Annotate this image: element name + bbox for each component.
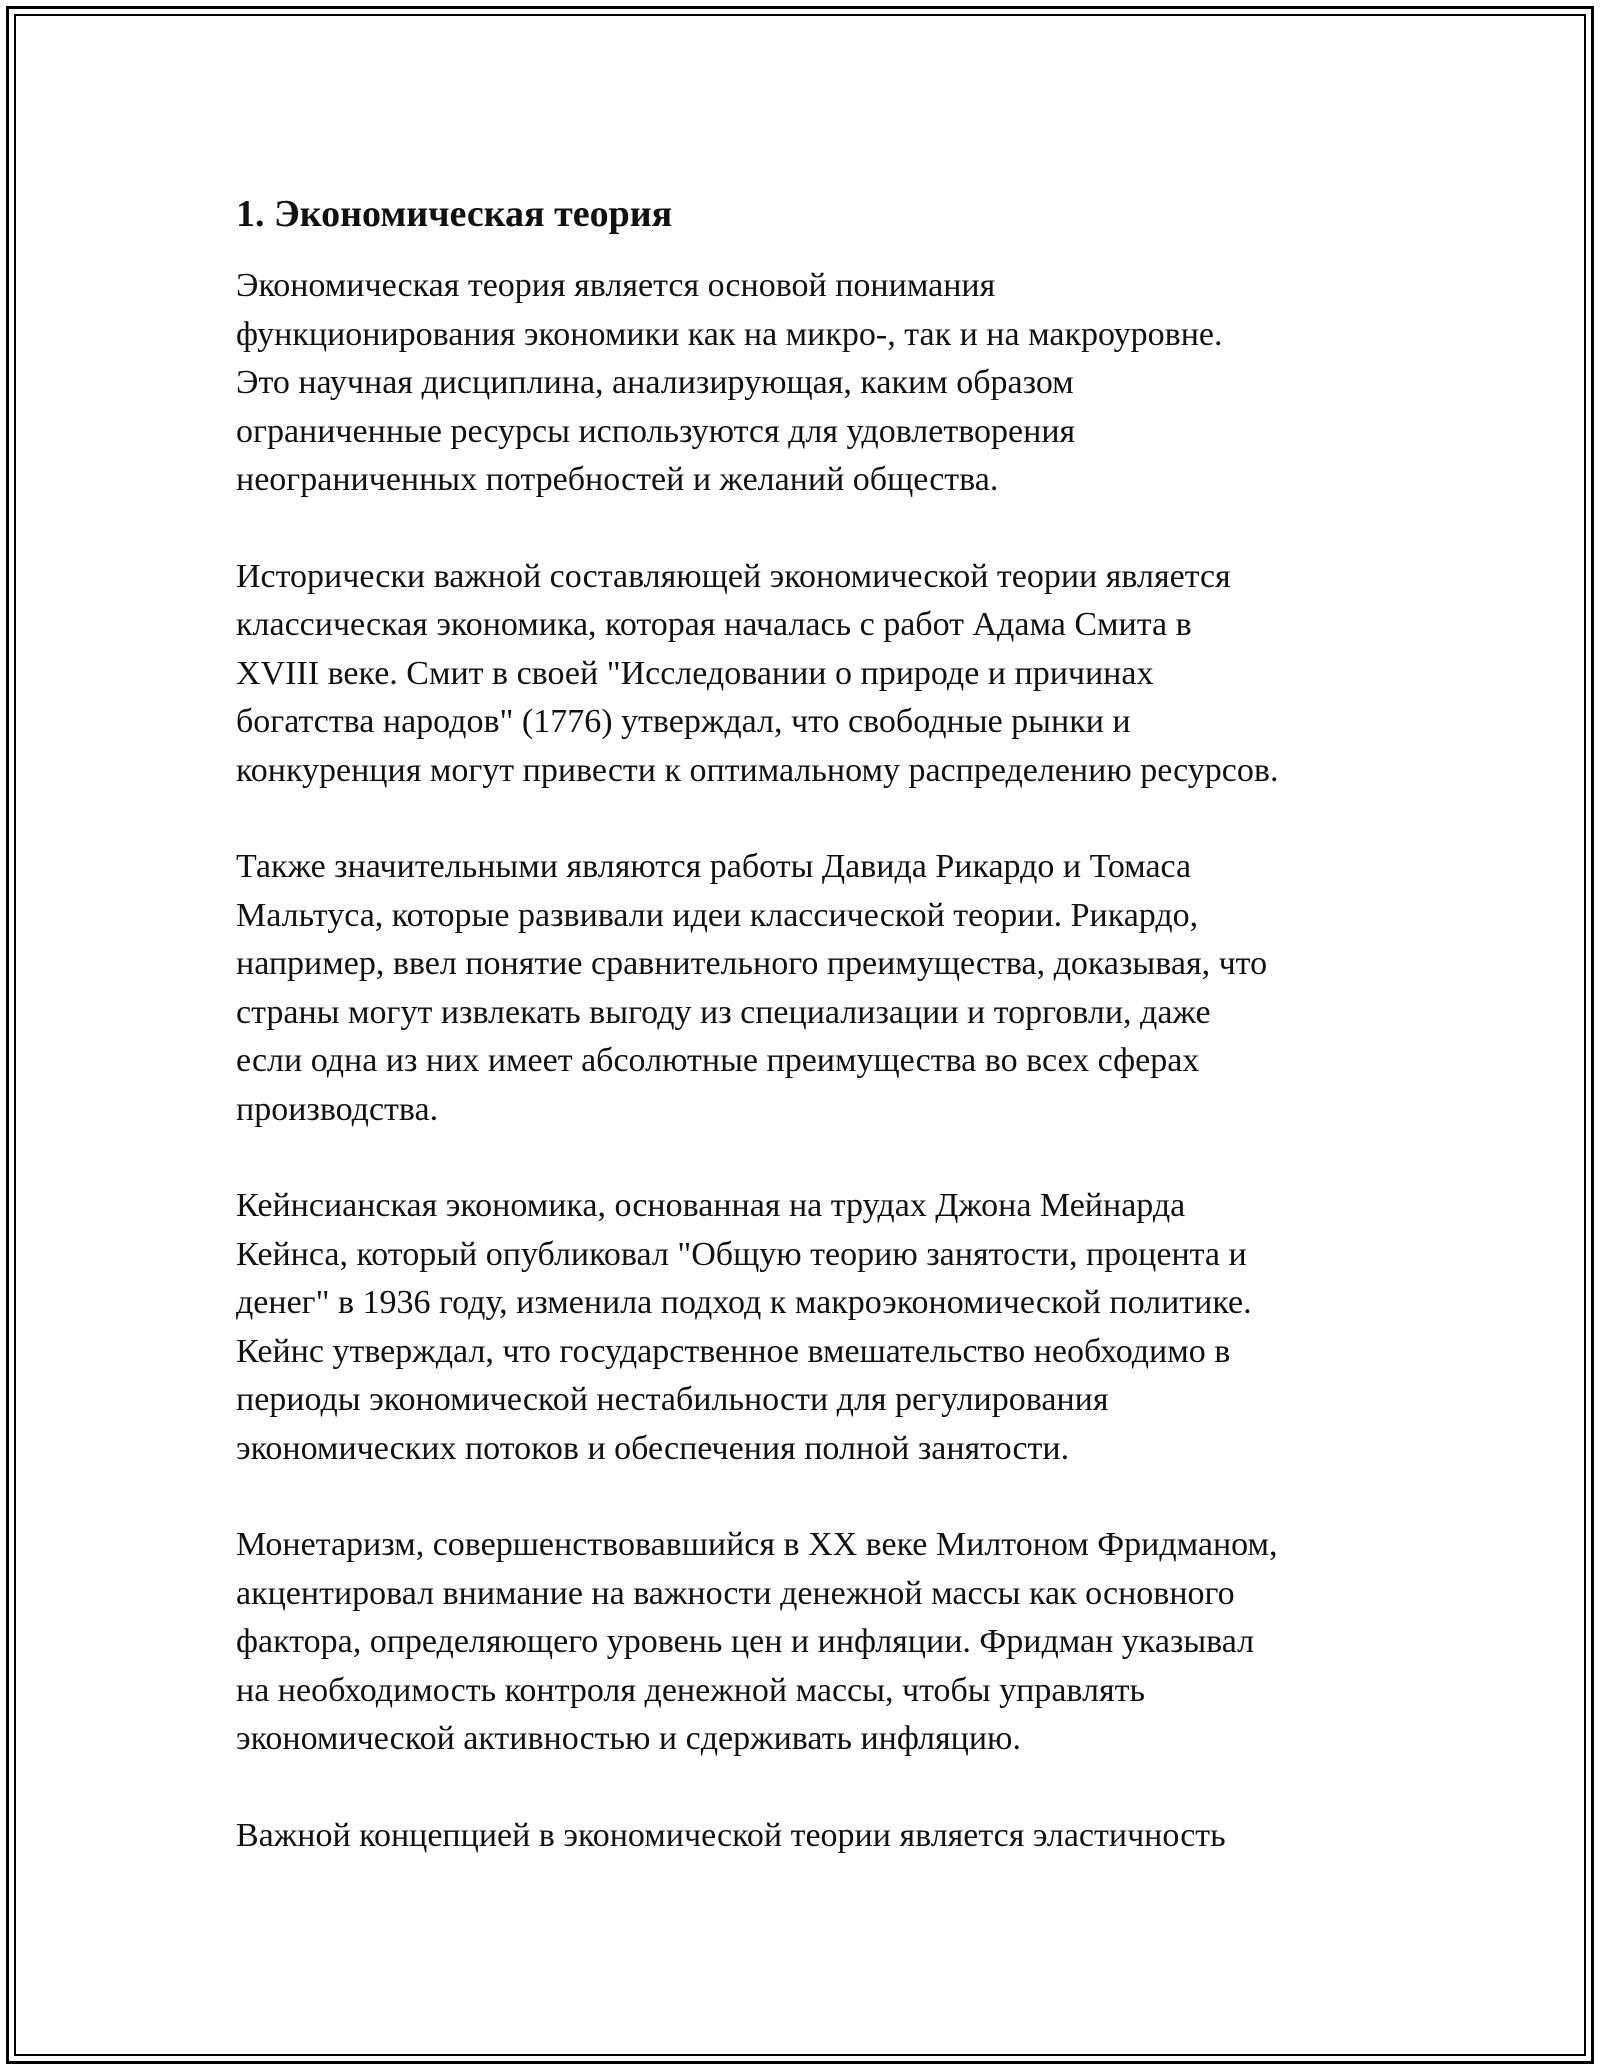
text-line: если одна из них имеет абсолютные преимущества во всех сферах [236,1042,1200,1079]
text-line: денег" в 1936 году, изменила подход к макроэкономической политике. [236,1284,1252,1321]
text-line: экономической активностью и сдерживать инфляцию. [236,1720,1021,1757]
text-line: богатства народов" (1776) утверждал, что свободные рынки и [236,703,1131,740]
text-line: функционирования экономики как на микро-, так и на макроуровне. [236,315,1223,353]
text-line: производства. [236,1090,439,1128]
text-line: конкуренция могут привести к оптимальному распределению ресурсов. [236,751,1279,789]
text-line: Экономическая теория является основой понимания [236,267,996,304]
text-line: экономических потоков и обеспечения полной занятости. [236,1429,1070,1467]
text-line: фактора, определяющего уровень цен и инфляции. Фридман указывал [236,1623,1255,1660]
text-line: Это научная дисциплина, анализирующая, каким образом [236,364,1074,401]
text-line: периоды экономической нестабильности для регулирования [236,1381,1109,1418]
paragraph-2 [236,553,1396,796]
text-line: классическая экономика, которая началась с работ Адама Смита в [236,606,1192,643]
text-line: Монетаризм, совершенствовавшийся в XX веке Милтоном Фридманом, [236,1526,1278,1563]
document-body [236,186,1396,1908]
text-line: например, ввел понятие сравнительного преимущества, доказывая, что [236,945,1268,982]
text-line: страны могут извлекать выгоду из специализации и торговли, даже [236,993,1211,1031]
text-line: Кейнс утверждал, что государственное вмешательство необходимо в [236,1332,1231,1370]
text-line: неограниченных потребностей и желаний общества. [236,461,999,498]
paragraph-5 [236,1521,1396,1764]
text-line: Кейнсианская экономика, основанная на трудах Джона Мейнарда [236,1187,1186,1224]
text-line: Также значительными являются работы Давида Рикардо и Томаса [236,848,1192,885]
text-line: акцентировал внимание на важности денежной массы как основного [236,1574,1235,1612]
paragraph-1 [236,262,1396,505]
paragraph-4 [236,1182,1396,1473]
text-line: Важной концепцией в экономической теории является эластичность [236,1816,1226,1854]
section-heading: 1. Экономическая теория [236,193,673,235]
text-line: Мальтуса, которые развивали идеи классической теории. Рикардо, [236,896,1199,934]
paragraph-6 [236,1812,1396,1861]
text-line: Кейнса, который опубликовал "Общую теорию занятости, процента и [236,1235,1247,1273]
text-line: XVIII веке. Смит в своей "Исследовании о природе и причинах [236,654,1154,692]
text-line: Исторически важной составляющей экономической теории является [236,557,1231,595]
paragraph-3 [236,843,1396,1134]
text-line: ограниченные ресурсы используются для удовлетворения [236,412,1076,450]
text-line: на необходимость контроля денежной массы, чтобы управлять [236,1671,1146,1709]
